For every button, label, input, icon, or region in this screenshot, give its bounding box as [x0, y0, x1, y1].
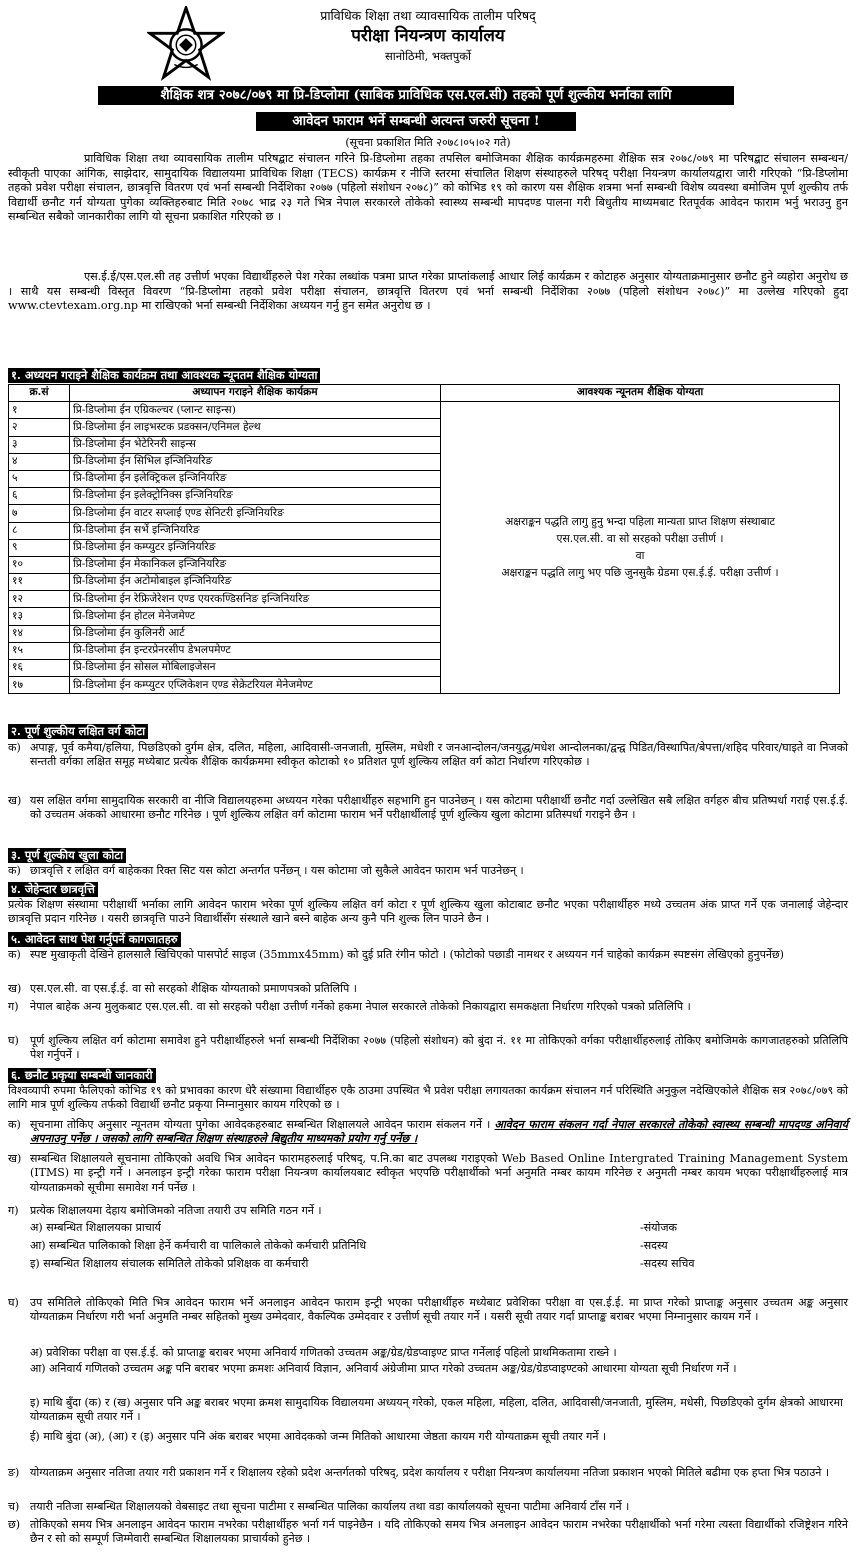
section5-item-b: ख) एस.एल.सी. वा एस.ई.ई. वा सो सरहको शैक्षिक योग्यताको प्रमाणपत्रको प्रतिलिपि ।	[8, 982, 357, 995]
committee-role: -सदस्य सचिव	[640, 1257, 695, 1270]
program-name: प्रि-डिप्लोमा ईन कम्प्युटर इन्जिनियरिङ	[70, 539, 441, 556]
program-name: प्रि-डिप्लोमा ईन सर्भे इन्जिनियरिङ	[70, 522, 441, 539]
qualification-line: अक्षराङ्कन पद्धति लागु भए पछि जुनसुकै ग्रेडमा एस.ई.ई. परीक्षा उत्तीर्ण ।	[501, 565, 779, 579]
program-serial: ७	[9, 505, 70, 522]
program-name: प्रि-डिप्लोमा ईन रेफ्रिजेरेशन एण्ड एयरकण्डिसनिङ इन्जिनियरिङ	[70, 591, 441, 608]
program-name: प्रि-डिप्लोमा ईन सोसल मोबिलाइजेसन	[70, 660, 441, 677]
col-sn-header: क्र.सं	[9, 385, 70, 402]
program-serial: १५	[9, 642, 70, 659]
table-row	[9, 402, 840, 419]
section6-item-b: ख) सम्बन्धित शिक्षालयले सूचनामा तोकिएको अवधि भित्र आवेदन फारामहरुलाई परिषद्, प.नि.का बाट उपलब्ध गराइएको Web Based Online Intergrated Training Management System (ITMS) मा इन्ट्री गर्ने । अनलाइन इन्ट्री गरेका फाराम परीक्षा नियन्त्रण कार्यालयबाट स्वीकृत भएपछि परीक्षार्थीको भर्ना अनुमति नम्बर कायम गरिनेछ र अनुमती नम्बर कायम भएका परीक्षार्थीहरुलाई मात्र योग्यताक्रमको सूचीमा समावेश गर्न पर्नेछ ।	[8, 1152, 848, 1194]
section6-item-g: छ) तोकिएको समय भित्र अनलाइन आवेदन फाराम नभरेका परीक्षार्थीहरु भर्ना गर्न पाइनेछैन । यदि तोकिएको समय भित्र अनलाइन आवेदन फाराम नभरेका परीक्षार्थीको भर्ना गरेमा त्यस्ता विद्यार्थीको रजिष्ट्रेशन गरिने छैन र सो को सम्पूर्ण जिम्मेवारी सम्बन्धित शिक्षालयका प्राचार्यको हुनेछ ।	[8, 1518, 848, 1546]
section6-item-f: च) तयारी नतिजा सम्बन्धित शिक्षालयको वेबसाइट तथा सूचना पाटीमा र सम्बन्धित पालिका कार्यालय तथा वडा कार्यालयको सूचना पाटीमा अनिवार्य टाँस गर्ने ।	[8, 1500, 630, 1513]
health-protocol-emphasis: आवेदन फाराम संकलन गर्दा नेपाल सरकारले तोकेको स्वास्थ्य सम्बन्धी मापदण्ड अनिवार्य अपनाउनु पर्नेछ । जसको लागि सम्बन्धित शिक्षण संस्थाहरुले बिद्युतीय माध्यमको प्रयोग गर्नु पर्नेछ ।	[30, 1118, 848, 1146]
publish-date: (सूचना प्रकाशित मिति २०७८।०५।०२ गते)	[345, 136, 511, 149]
program-name: प्रि-डिप्लोमा ईन कम्प्युटर एप्लिकेशन एण्ड सेक्रेटरियल मेनेजमेण्ट	[70, 677, 441, 694]
committee-member: आ) सम्बन्धित पालिकाको शिक्षा हेर्ने कर्मचारी वा पालिकाले तोकेको कर्मचारी प्रतिनिधि	[30, 1239, 367, 1252]
section2-item-a: क) अपाङ्ग, पूर्व कमैया/हलिया, पिछडिएको दुर्गम क्षेत्र, दलित, महिला, आदिवासी-जनजाती, मुस्लिम, मधेशी र जनआन्दोलन/जनयुद्ध/मधेश आन्दोलनका/द्वन्द्व पिडित/विस्थापित/बेपत्ता/शहिद परिवार/घाइते वा निजको सन्तती वर्गका लक्षित समूह मध्येबाट प्रत्येक शैक्षिक कार्यक्रममा स्वीकृत कोटाको १० प्रतिशत पूर्ण शुल्किय लक्षित वर्ग कोटा निर्धारण गरिएकोछ ।	[8, 741, 848, 769]
letterhead	[0, 0, 856, 92]
tiebreak-rule: आ) अनिवार्य गणितको उच्चतम अङ्क पनि बराबर भएमा क्रमशः अनिवार्य विज्ञान, अनिवार्य अंग्रेजीमा प्राप्त गरेको उच्चतम अङ्क/ग्रेड/ग्रेडप्वाइण्टको आधारमा योग्यता सूची निर्धारण गर्ने ।	[30, 1362, 737, 1375]
qualification-line: अक्षराङ्कन पद्धति लागु हुनु भन्दा पहिला मान्यता प्राप्त शिक्षण संस्थाबाट	[505, 515, 775, 529]
section6-item-c: ग) प्रत्येक शिक्षालयमा देहाय बमोजिमको नतिजा तयारी उप समिति गठन गर्ने ।	[8, 1204, 322, 1217]
tiebreak-rule: इ) माथि बुँदा (क) र (ख) अनुसार पनि अङ्क बराबर भएमा क्रमश सामुदायिक विद्यालयमा अध्ययन् गरेको, एकल महिला, महिला, दलित, आदिवासी/जनजाती, मुस्लिम, मधेसी, पिछडिएको दुर्गम क्षेत्रको आधारमा योग्यताक्रम सूची तयार गर्ने ।	[30, 1396, 843, 1424]
program-serial: १०	[9, 556, 70, 573]
program-serial: ८	[9, 522, 70, 539]
section5-heading: ५. आवेदन साथ पेश गर्नुपर्ने कागजातहरु	[8, 932, 181, 947]
office-address: सानोठिमी, भक्तपुर्को	[384, 49, 472, 63]
notice-title-line1: शैक्षिक शत्र २०७८/०७९ मा प्रि-डिप्लोमा (साबिक प्राविधिक एस.एल.सी) तहको पूर्ण शुल्कीय भर्नाका लागि	[98, 86, 734, 105]
notice-title-line2: आवेदन फाराम भर्ने सम्बन्धी अत्यन्त जरुरी सूचना !	[256, 112, 576, 131]
program-name: प्रि-डिप्लोमा ईन इलेक्ट्रोनिक्स इन्जिनियरिङ	[70, 488, 441, 505]
section5-item-c: ग) नेपाल बाहेक अन्य मुलुकबाट एस.एल.सी. वा सो सरहको परीक्षा उत्तीर्ण गर्नेको हकमा नेपाल सरकारले तोकेको निकायद्वारा समकक्षता निर्धारण गरिएको पत्रको प्रतिलिपि ।	[8, 1000, 691, 1013]
committee-member: इ) सम्बन्धित शिक्षालय संचालक समितिले तोकेको प्रशिक्षक वा कर्मचारी	[30, 1257, 309, 1270]
program-serial: ९	[9, 539, 70, 556]
section3-item-a: क) छात्रवृत्ति र लक्षित वर्ग बाहेकका रिक्त सिट यस कोटा अन्तर्गत पर्नेछन् । यस कोटामा जो सुकैले आवेदन फाराम भर्न पाउनेछन् ।	[8, 864, 524, 877]
program-name: प्रि-डिप्लोमा ईन सिभिल इन्जिनियरिङ	[70, 453, 441, 470]
committee-role: -संयोजक	[640, 1221, 677, 1234]
section6-item-a: क) सूचनामा तोकिए अनुसार न्यूनतम योग्यता पुगेका आवेदकहरुबाट सम्बन्धित शिक्षालयले आवेदन फाराम संकलन गर्ने । आवेदन फाराम संकलन गर्दा नेपाल सरकारले तोकेको स्वास्थ्य सम्बन्धी मापदण्ड अनिवार्य अपनाउनु पर्नेछ । जसको लागि सम्बन्धित शिक्षण संस्थाहरुले बिद्युतीय माध्यमको प्रयोग गर्नु पर्नेछ ।	[8, 1118, 848, 1146]
committee-role: -सदस्य	[640, 1239, 668, 1252]
program-serial: ५	[9, 470, 70, 487]
section4-text: प्रत्येक शिक्षण संस्थामा परीक्षार्थी भर्नाका लागि आवेदन फाराम भरेका पूर्ण शुल्किय लक्षित वर्ग कोटा र पूर्ण शुल्किय खुला कोटाबाट छनौट भएका परीक्षार्थीहरु मध्ये उच्चतम अंक प्राप्त गर्ने एक जनालाई जेहेन्दार छात्रवृत्ति प्रदान गरिनेछ । यसरी छात्रवृत्ति पाउने विद्यार्थीसँग संस्थाले खाने बस्ने बाहेक अन्य कुनै पनि शुल्क लिन पाउने छैन ।	[8, 898, 848, 926]
program-name: प्रि-डिप्लोमा ईन इन्टरप्रेनरसीप डेभलपमेण्ट	[70, 642, 441, 659]
section5-item-d: घ) पूर्ण शुल्किय लक्षित वर्ग कोटामा समावेश हुने परीक्षार्थीहरुले भर्ना सम्बन्धी निर्देशिका २०७७ (पहिलो संशोधन) को बुंदा नं. ११ मा तोकिएको वर्गका परीक्षार्थीहरुलाई तोकिए बमोजिमके कागजातहरुको प्रतिलिपि पेश गर्नुपर्ने ।	[8, 1034, 848, 1062]
section6-intro: विश्वव्यापी रुपमा फैलिएको कोभिड १९ को प्रभावका कारण धेरै संख्यामा विद्यार्थीहरु एकै ठाउमा उपस्थित भै प्रवेश परीक्षा लगायतका कार्यक्रम संचालन गर्न परिस्थिति अनुकुल नदेखिएकोले शैक्षिक सत्र २०७८/०७९ को लागि मात्र पूर्ण शुल्किय तर्फको विद्यार्थी छनौट प्रकृया निम्नानुसार कायम गरिएको छ ।	[8, 1084, 848, 1112]
office-name: परीक्षा नियन्त्रण कार्यालय	[351, 26, 505, 46]
committee-member: अ) सम्बन्धित शिक्षालयका प्राचार्य	[30, 1221, 161, 1234]
qualification-line: एस.एल.सी. वा सो सरहको परीक्षा उत्तीर्ण ।	[556, 532, 724, 546]
minimum-qualification	[441, 402, 840, 694]
col-program-header: अध्यापन गराइने शैक्षिक कार्यक्रम	[70, 385, 441, 402]
program-name: प्रि-डिप्लोमा ईन एग्रिकल्चर (प्लान्ट साइन्स)	[70, 402, 441, 419]
section6-item-e: ङ) योग्यताक्रम अनुसार नतिजा तयार गरी प्रकाशन गर्ने र शिक्षालय रहेको प्रदेश अन्तर्गतको परिषद्, प्रदेश कार्यालय र परीक्षा नियन्त्रण कार्यालयमा नतिजा प्रकाशन भएको मितिले बढीमा एक हप्ता भित्र पठाउने ।	[8, 1466, 830, 1479]
council-name: प्राविधिक शिक्षा तथा व्यावसायिक तालीम परिषद्	[320, 8, 536, 23]
program-serial: ४	[9, 453, 70, 470]
program-serial: ११	[9, 574, 70, 591]
program-name: प्रि-डिप्लोमा ईन लाइभस्टक प्रडक्सन/एनिमल हेल्थ	[70, 419, 441, 436]
program-serial: १७	[9, 677, 70, 694]
program-serial: २	[9, 419, 70, 436]
program-serial: ६	[9, 488, 70, 505]
intro-paragraph: प्राविधिक शिक्षा तथा व्यावसायिक तालीम परिषद्बाट संचालन गरिने प्रि-डिप्लोमा तहका तपसिल बमोजिमका शैक्षिक कार्यक्रमहरुमा शैक्षिक सत्र २०७८/०७९ मा परिषद्बाट संचालन सम्बन्धन/स्वीकृती पाएका आंगिक, साझेदार, सामुदायिक विद्यालयमा प्राविधिक शिक्षा (TECS) कार्यक्रम र नीजि स्तरमा संचालित शिक्षण संस्थाहरुले परिषद् परीक्षा नियन्त्रण कार्यालयद्वारा जारी गरिएको “प्रि-डिप्लोमा तहको प्रवेश परीक्षा संचालन, छात्रवृत्ति वितरण एवं भर्ना सम्बन्धी निर्देशिका २०७७ (पहिलो संशोधन २०७८)” को कोभिड १९ को कारण यस शैक्षिक शत्रमा भर्ना सम्बन्धी विशेष व्यवस्था बमोजिम पूर्ण शुल्कीय तर्फ विद्यार्थी छनौट गर्न योग्यता पुगेका व्यक्तिहरुबाट मिति २०७८ भाद्र २३ गते भित्र नेपाल सरकारले तोकेको स्वास्थ्य सम्बन्धी मापदण्ड पालना गरी बिधुतीय माध्यमबाट रितपूर्वक आवेदन फाराम भर्नु भराउनु हुन सम्बन्धित सबैको जानकारीका लागि यो सूचना प्रकाशित गरिएको छ ।	[8, 152, 848, 224]
program-name: प्रि-डिप्लोमा ईन होटल मेनेजमेण्ट	[70, 608, 441, 625]
program-serial: १३	[9, 608, 70, 625]
section3-heading: ३. पूर्ण शुल्कीय खुला कोटा	[8, 848, 126, 863]
col-requirement-header: आवश्यक न्यूनतम शैक्षिक योग्यता	[441, 385, 840, 402]
section6-heading: ६. छनौट प्रकृया सम्बन्धी जानकारी	[8, 1068, 156, 1083]
program-name: प्रि-डिप्लोमा ईन वाटर सप्लाई एण्ड सेनिटरी इन्जिनियरिङ	[70, 505, 441, 522]
programs-table	[8, 384, 840, 694]
table-header-row	[9, 385, 840, 402]
program-name: प्रि-डिप्लोमा ईन इलेक्ट्रिकल इन्जिनियरिङ	[70, 470, 441, 487]
section1-heading: १. अध्ययन गराइने शैक्षिक कार्यक्रम तथा आवश्यक न्यूनतम शैक्षिक योग्यता	[8, 368, 320, 383]
qualification-line: वा	[635, 548, 645, 562]
section5-item-a: क) स्पष्ट मुखाकृती देखिने हालसालै खिचिएको पासपोर्ट साइज (35mmx45mm) को दुई प्रति रंगीन फोटो । (फोटोको पछाडी नामथर र अध्ययन गर्न चाहेको कार्यक्रम स्पष्टसंग लेखिएको हुनुपर्नेछ)	[8, 948, 784, 961]
section2-heading: २. पूर्ण शुल्कीय लक्षित वर्ग कोटा	[8, 724, 148, 739]
selection-paragraph: एस.ई.ई/एस.एल.सी तह उत्तीर्ण भएका विद्यार्थीहरुले पेश गरेका लब्धांक पत्रमा प्राप्त गरेका प्राप्तांकलाई आधार लिई कार्यक्रम र कोटाहरु अनुसार योग्यताक्रमानुसार छनौट हुने व्यहोरा अनुरोध छ । साथै यस सम्बन्धी विस्तृत विवरण “प्रि-डिप्लोमा तहको प्रवेश परीक्षा संचालन, छात्रवृत्ति वितरण एवं भर्ना सम्बन्धी निर्देशिका २०७७ (पहिलो संशोधन २०७८)” मा उल्लेख गरिएको हुदा www.ctevtexam.org.np मा राखिएको भर्ना सम्बन्धी निर्देशिका अध्ययन गर्नु हुन समेत अनुरोध छ ।	[8, 270, 848, 313]
tiebreak-rule: अ) प्रवेशिका परीक्षा वा एस.ई.ई. को प्राप्ताङ्क बराबर भएमा अनिवार्य गणितको उच्चतम अङ्क/ग्रेड/ग्रेडप्वाइण्ट प्राप्त गर्नेलाई पहिलो प्राथमिकतामा राख्ने ।	[30, 1346, 617, 1359]
program-name: प्रि-डिप्लोमा ईन मेकानिकल इन्जिनियरिङ	[70, 556, 441, 573]
program-name: प्रि-डिप्लोमा ईन भेटेरिनरी साइन्स	[70, 436, 441, 453]
tiebreak-rule: ई) माथि बुंदा (अ), (आ) र (इ) अनुसार पनि अंक बराबर भएमा आवेदकको जन्म मितिको आधारमा जेष्ठता कायम गरी योग्यताक्रम सूची तयार गर्ने ।	[30, 1430, 607, 1443]
program-serial: १२	[9, 591, 70, 608]
program-name: प्रि-डिप्लोमा ईन अटोमोबाइल इन्जिनियरिङ	[70, 574, 441, 591]
section6-item-d: घ) उप समितिले तोकिएको मिति भित्र आवेदन फाराम भर्ने अनलाइन आवेदन फाराम इन्ट्री भएका परीक्षार्थीहरु मध्येबाट प्रवेशिका परीक्षा वा एस.ई.ई. मा प्राप्त गरेको प्राप्ताङ्क अनुसार उच्चतम अङ्क अनुसार योग्यताक्रम निर्धारण गरी भर्ना अनुमति नम्बर सहितको मुख्य उम्मेदवार, वैकल्पिक उम्मेदवार र उत्तीर्ण सूची तयार गर्ने । यसरी सूची तयार गर्दा प्राप्ताङ्क बराबर भएमा निम्नानुसार कायम गर्ने ।	[8, 1296, 848, 1324]
program-serial: ३	[9, 436, 70, 453]
program-serial: १४	[9, 625, 70, 642]
section4-heading: ४. जेहेन्दार छात्रवृत्ति	[8, 882, 98, 897]
program-serial: १६	[9, 660, 70, 677]
program-serial: १	[9, 402, 70, 419]
program-name: प्रि-डिप्लोमा ईन कुलिनरी आर्ट	[70, 625, 441, 642]
section2-item-b: ख) यस लक्षित वर्गमा सामुदायिक सरकारी वा नीजि विद्यालयहरुमा अध्ययन गरेका परीक्षार्थीहरु सहभागि हुन पाउनेछन् । यस कोटामा परीक्षार्थी छनौट गर्दा उल्लेखित सबै लक्षित वर्गहरु बीच प्रतिष्पर्धा गराई एस.ई.ई. को उच्चतम अंकको आधारमा छनौट गरिनेछ । पूर्ण शुल्किय लक्षित वर्ग कोटामा फाराम भर्ने परीक्षार्थीलाई पूर्ण शुल्किय खुला कोटामा प्रतिस्पर्धा गराइने छैन ।	[8, 794, 848, 822]
